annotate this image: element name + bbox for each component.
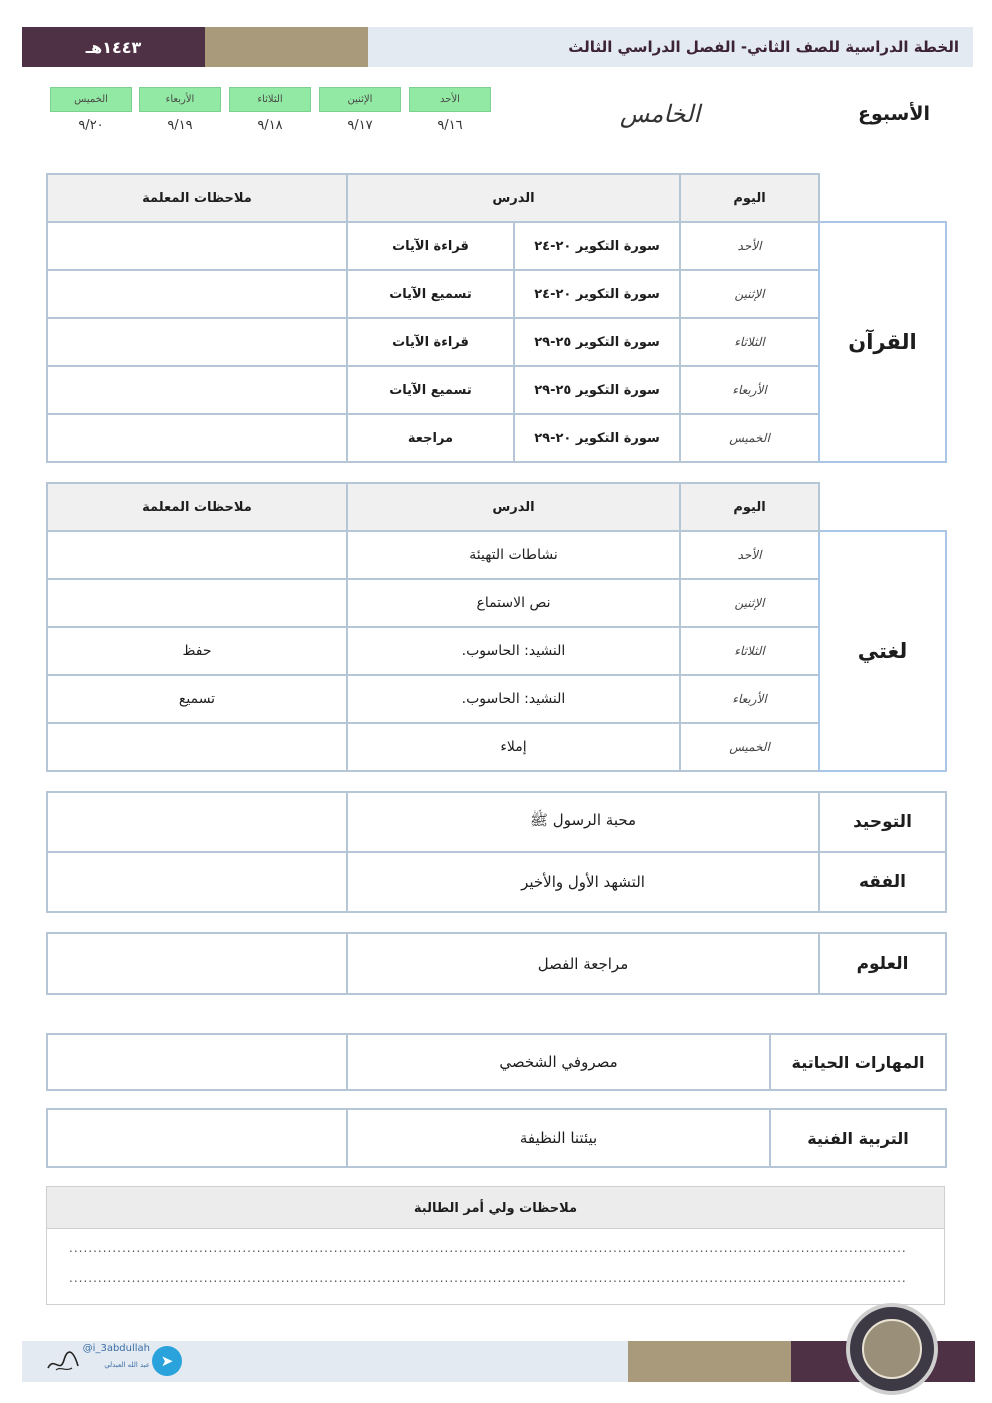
science-lesson: مراجعة الفصل xyxy=(347,933,819,994)
religion-table xyxy=(46,791,947,913)
parent-notes-line: .............................................................................................................................................................................. xyxy=(69,1241,907,1255)
note-cell: تسميع xyxy=(47,675,347,723)
art-table xyxy=(46,1108,947,1168)
author-handle[interactable]: @i_3abdullah xyxy=(82,1343,150,1354)
channel-seal-logo xyxy=(846,1303,938,1395)
subject-art: التربية الفنية xyxy=(770,1109,946,1167)
week-day-date: ٩/١٩ xyxy=(167,118,193,133)
fiqh-lesson: التشهد الأول والأخير xyxy=(347,852,819,912)
day-cell: الأحد xyxy=(680,222,819,270)
day-cell: الخميس xyxy=(680,723,819,771)
note-cell xyxy=(47,852,347,912)
subject-life-skills: المهارات الحياتية xyxy=(770,1034,946,1090)
activity-cell: قراءة الآيات xyxy=(347,318,514,366)
week-day-chip: الخميس xyxy=(50,87,132,112)
subject-lughati: لغتي xyxy=(819,531,946,771)
activity-cell: تسميع الآيات xyxy=(347,270,514,318)
note-cell xyxy=(47,1109,347,1167)
header-bar xyxy=(22,27,973,67)
lesson-cell: إملاء xyxy=(347,723,680,771)
note-cell xyxy=(47,222,347,270)
header-title: الخطة الدراسية للصف الثاني- الفصل الدراسي الثالث xyxy=(368,27,973,67)
note-cell xyxy=(47,414,347,462)
surah-cell: سورة التكوير ٢٥-٢٩ xyxy=(514,366,680,414)
note-cell: حفظ xyxy=(47,627,347,675)
life-skills-lesson: مصروفي الشخصي xyxy=(347,1034,770,1090)
week-day-date: ٩/١٨ xyxy=(257,118,283,133)
lesson-cell: النشيد: الحاسوب. xyxy=(347,675,680,723)
week-day-chip: الأحد xyxy=(409,87,491,112)
signature-icon xyxy=(46,1348,80,1376)
day-cell: الثلاثاء xyxy=(680,627,819,675)
day-cell: الأحد xyxy=(680,531,819,579)
column-lesson: الدرس xyxy=(347,174,680,222)
surah-cell: سورة التكوير ٢٥-٢٩ xyxy=(514,318,680,366)
week-day-chip: الثلاثاء xyxy=(229,87,311,112)
column-day: اليوم xyxy=(680,174,819,222)
footer-accent xyxy=(628,1341,791,1382)
day-cell: الأربعاء xyxy=(680,366,819,414)
note-cell xyxy=(47,723,347,771)
week-day-chip: الأربعاء xyxy=(139,87,221,112)
note-cell xyxy=(47,1034,347,1090)
week-value: الخامس xyxy=(619,100,701,128)
week-day-date: ٩/١٧ xyxy=(347,118,373,133)
day-cell: الإثنين xyxy=(680,270,819,318)
week-day-date: ٩/٢٠ xyxy=(78,118,104,133)
surah-cell: سورة التكوير ٢٠-٢٩ xyxy=(514,414,680,462)
note-cell xyxy=(47,933,347,994)
parent-notes-box[interactable] xyxy=(46,1229,945,1305)
note-cell xyxy=(47,318,347,366)
subject-tawheed: التوحيد xyxy=(819,792,946,852)
lesson-cell: نص الاستماع xyxy=(347,579,680,627)
week-day-chip: الإثنين xyxy=(319,87,401,112)
note-cell xyxy=(47,366,347,414)
header-year: ١٤٤٣هـ xyxy=(22,27,205,67)
surah-cell: سورة التكوير ٢٠-٢٤ xyxy=(514,270,680,318)
day-cell: الإثنين xyxy=(680,579,819,627)
day-cell: الأربعاء xyxy=(680,675,819,723)
corner-empty xyxy=(819,483,946,531)
column-notes: ملاحظات المعلمة xyxy=(47,174,347,222)
telegram-icon[interactable]: ➤ xyxy=(152,1346,182,1376)
week-day-date: ٩/١٦ xyxy=(437,118,463,133)
column-notes: ملاحظات المعلمة xyxy=(47,483,347,531)
lughati-table xyxy=(46,482,947,772)
surah-cell: سورة التكوير ٢٠-٢٤ xyxy=(514,222,680,270)
note-cell xyxy=(47,531,347,579)
column-day: اليوم xyxy=(680,483,819,531)
subject-quran: القرآن xyxy=(819,222,946,462)
tawheed-lesson: محبة الرسول ﷺ xyxy=(347,792,819,852)
note-cell xyxy=(47,270,347,318)
activity-cell: تسميع الآيات xyxy=(347,366,514,414)
note-cell xyxy=(47,579,347,627)
art-lesson: بيئتنا النظيفة xyxy=(347,1109,770,1167)
corner-empty xyxy=(819,174,946,222)
parent-notes-title: ملاحظات ولي أمر الطالبة xyxy=(46,1186,945,1229)
header-accent xyxy=(205,27,368,67)
lesson-cell: النشيد: الحاسوب. xyxy=(347,627,680,675)
science-table xyxy=(46,932,947,995)
day-cell: الخميس xyxy=(680,414,819,462)
seal-inner xyxy=(862,1319,922,1379)
week-label: الأسبوع xyxy=(858,103,930,125)
subject-fiqh: الفقه xyxy=(819,852,946,912)
lesson-cell: نشاطات التهيئة xyxy=(347,531,680,579)
parent-notes-line: .............................................................................................................................................................................. xyxy=(69,1271,907,1285)
subject-science: العلوم xyxy=(819,933,946,994)
activity-cell: قراءة الآيات xyxy=(347,222,514,270)
column-lesson: الدرس xyxy=(347,483,680,531)
quran-table xyxy=(46,173,947,463)
note-cell xyxy=(47,792,347,852)
author-name: عبد الله العبدلي xyxy=(104,1361,150,1369)
life-skills-table xyxy=(46,1033,947,1091)
activity-cell: مراجعة xyxy=(347,414,514,462)
day-cell: الثلاثاء xyxy=(680,318,819,366)
